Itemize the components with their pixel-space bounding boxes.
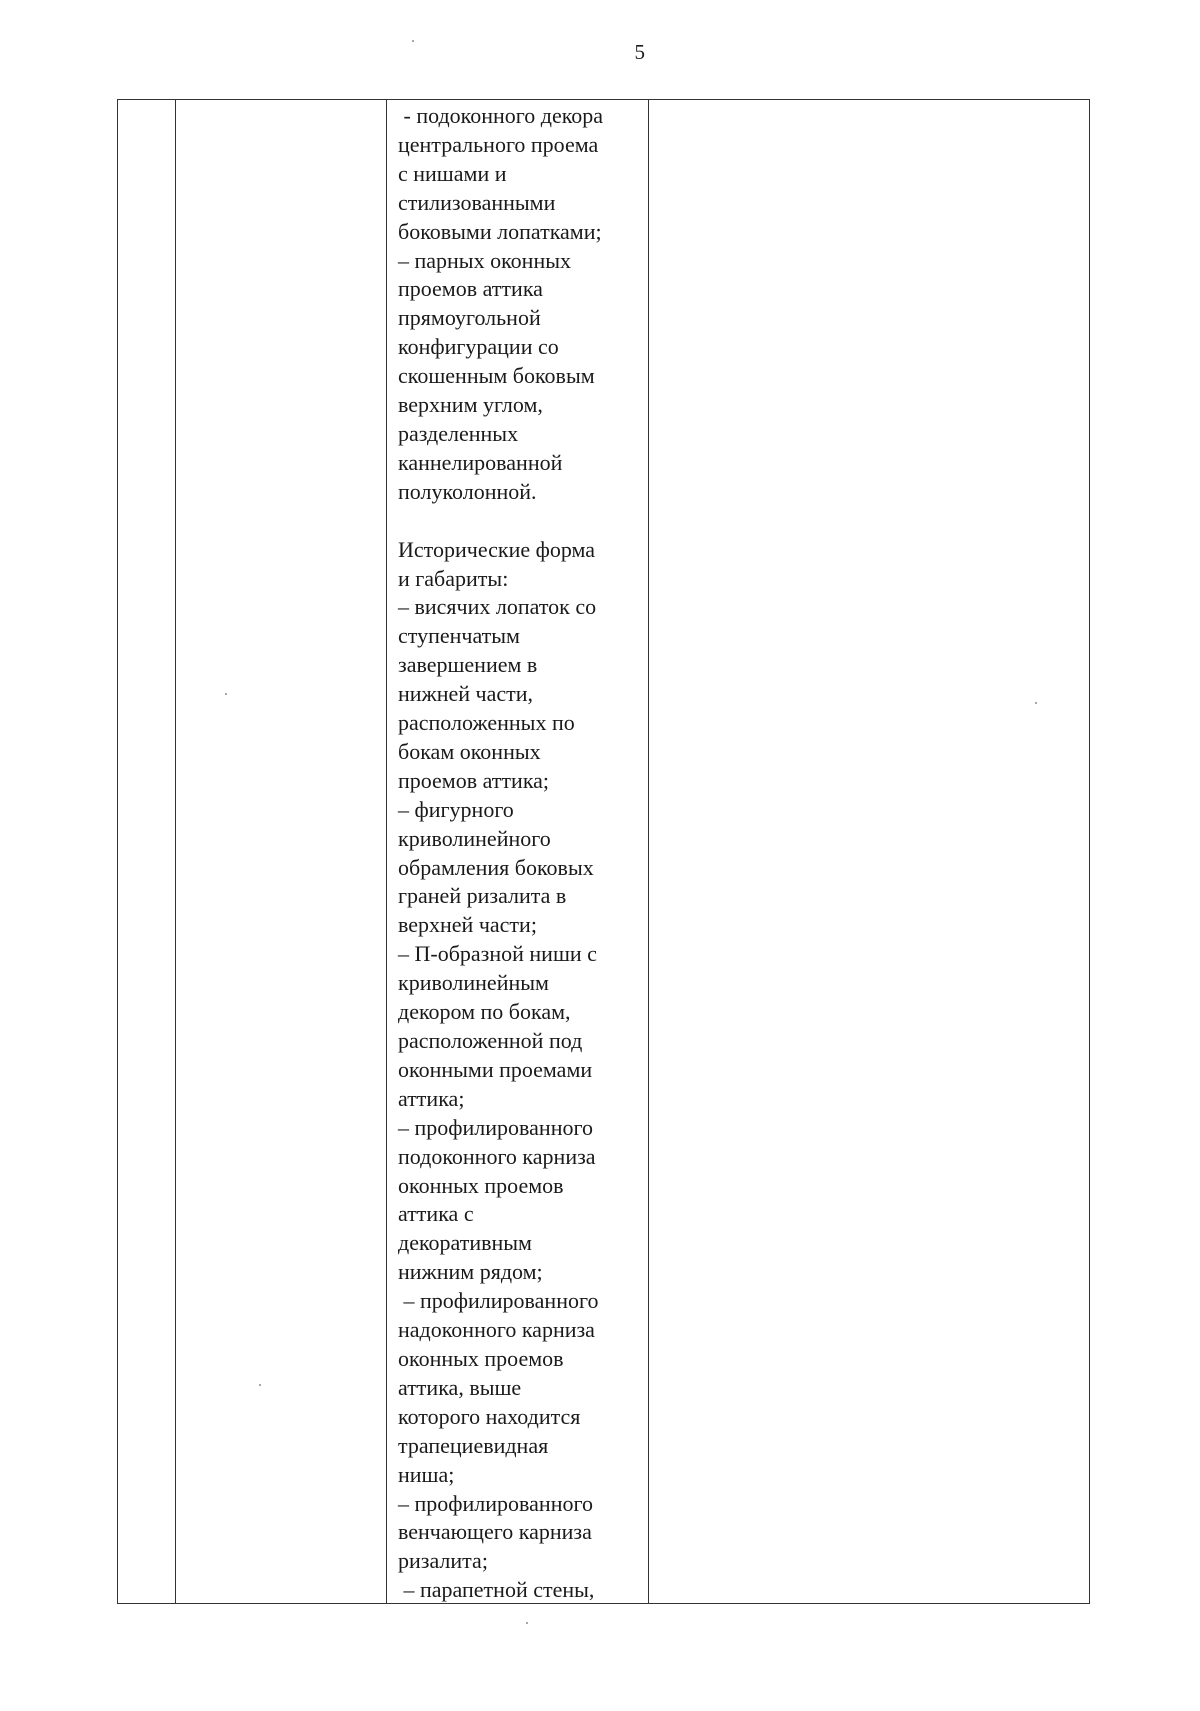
cell-text-line: – парных оконных [398,247,571,273]
cell-text-line: трапециевидная [398,1432,549,1458]
scan-speck [225,693,227,695]
cell-text-line: центрального проема [398,131,599,157]
cell-text-line: расположенных по [398,710,575,736]
scan-speck [412,40,414,42]
cell-text-line: оконных проемов [398,1172,564,1198]
cell-text-line: – висячих лопаток со [398,594,597,620]
cell-text-line: - подоконного декора [398,103,604,128]
cell-text-line: разделенных [398,420,519,446]
cell-text-line: проемов аттика; [398,767,550,793]
cell-text-line: нижним рядом; [398,1259,543,1285]
cell-text-line: – профилированного [398,1288,599,1314]
cell-text-line: боковыми лопатками; [398,218,602,244]
cell-text-line: декором по бокам, [398,999,571,1025]
cell-text-line: – профилированного [398,1114,593,1140]
cell-text-line: верхним углом, [398,392,543,418]
cell-text-line: прямоугольной [398,305,541,331]
cell-text-line: – фигурного [398,796,514,822]
cell-text-line: проемов аттика [398,276,543,302]
table-column-3 [387,100,649,1603]
cell-text-line: скошенным боковым [398,363,595,389]
cell-text-line: криволинейным [398,970,549,996]
table-column-4 [649,100,1089,1603]
cell-text-line [398,507,639,536]
cell-text-line: криволинейного [398,825,551,851]
cell-text-line: полуколонной. [398,478,537,504]
cell-text-line: Исторические форма [398,536,596,562]
cell-text-line: расположенной под [398,1028,583,1053]
cell-text-line: с нишами и [398,160,507,186]
cell-text-line: стилизованными [398,189,556,215]
cell-text-line: ризалита; [398,1548,488,1574]
scan-speck [1035,702,1037,704]
cell-text-line: венчающего карниза [398,1519,592,1545]
cell-text-line: – профилированного [398,1490,593,1516]
cell-text-line: оконными проемами [398,1056,593,1082]
cell-text-line: ступенчатым [398,623,520,649]
cell-text-line: граней ризалита в [398,883,567,909]
scan-speck [526,1622,528,1624]
table-column-1 [118,100,176,1603]
cell-text-line: надоконного карниза [398,1317,595,1343]
cell-text-line: аттика, выше [398,1374,522,1400]
cell-text-line: – парапетной стены, [398,1577,595,1603]
cell-text-line: нижней части, [398,681,534,707]
cell-text-line: оконных проемов [398,1345,564,1371]
cell-text-line: конфигурации со [398,334,559,360]
cell-text-line: декоративным [398,1230,532,1256]
cell-text-line: – П-образной ниши с [398,941,597,967]
cell-text-line: бокам оконных [398,738,541,764]
cell-text-line: подоконного карниза [398,1143,596,1169]
scan-speck [259,1384,261,1386]
cell-text-line: и габариты: [398,565,509,591]
cell-text-block [387,100,648,1605]
page-number: 5 [634,40,646,64]
cell-text-line: ниша; [398,1461,455,1487]
cell-text-line: каннелированной [398,449,563,475]
table-column-2 [176,100,387,1603]
cell-text-line: аттика; [398,1085,465,1111]
cell-text-line: которого находится [398,1403,581,1429]
document-table [117,99,1090,1604]
cell-text-line: аттика с [398,1201,474,1227]
cell-text-line: верхней части; [398,912,537,938]
cell-text-line: завершением в [398,652,538,678]
cell-text-line: обрамления боковых [398,854,594,880]
